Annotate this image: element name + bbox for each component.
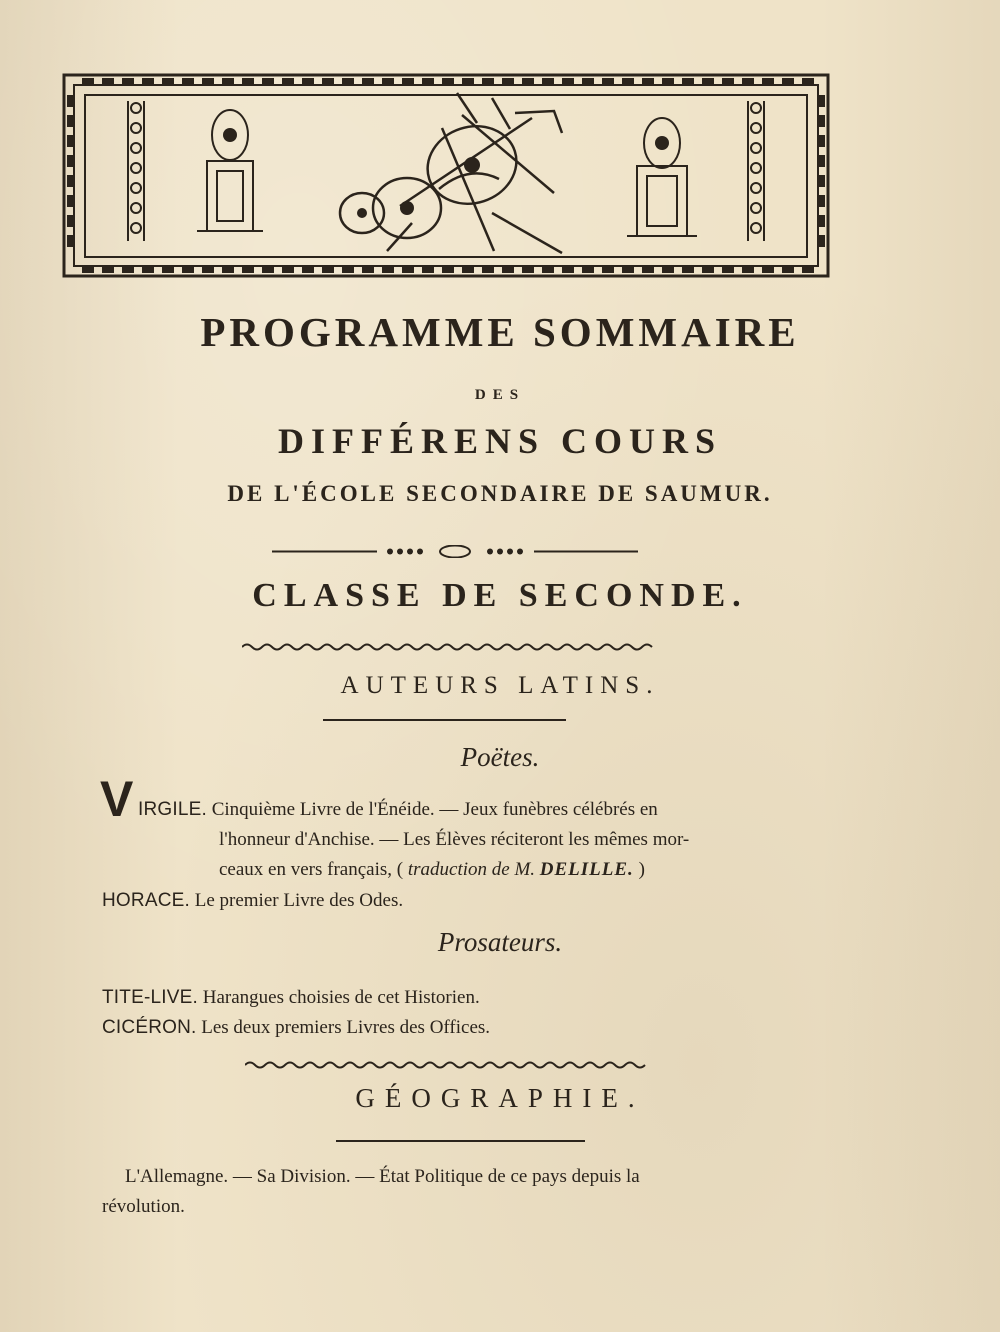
virgile-entry-line-3	[219, 855, 645, 885]
horace-text: Le premier Livre des Odes.	[194, 890, 404, 911]
thin-rule-icon	[323, 718, 566, 722]
virgile-entry-line-1	[138, 795, 658, 825]
author-horace: HORACE.	[102, 890, 190, 911]
title-des: DES	[474, 387, 526, 403]
class-heading: CLASSE DE SECONDE.	[252, 577, 748, 614]
poets-heading: Poëtes.	[460, 742, 540, 772]
virgile-entry-line-2	[219, 825, 689, 855]
authors-heading: AUTEURS LATINS.	[340, 672, 660, 699]
prose-writers-heading: Prosateurs.	[437, 927, 563, 957]
virgile-text-3-italic: traduction de M.	[407, 859, 536, 880]
horace-entry	[102, 886, 403, 916]
titelive-text: Harangues choisies de cet Historien.	[202, 987, 480, 1008]
geography-line-2: révolution.	[102, 1196, 185, 1217]
geography-heading: GÉOGRAPHIE.	[355, 1083, 645, 1113]
translator-name: DELILLE.	[539, 859, 634, 880]
geography-line-1: L'Allemagne. — Sa Division. — État Politique de ce pays depuis la	[125, 1166, 640, 1187]
author-tite-live: TITE-LIVE.	[102, 987, 198, 1008]
ciceron-text: Les deux premiers Livres des Offices.	[201, 1017, 491, 1038]
virgile-text-2: l'honneur d'Anchise. — Les Élèves réciteront les mêmes mor-	[219, 829, 690, 850]
geography-rule-icon	[336, 1139, 585, 1143]
decorative-headpiece	[62, 73, 830, 278]
ornamental-rule-icon	[272, 545, 638, 558]
virgile-text-1: Cinquième Livre de l'Énéide. — Jeux funèbres célébrés en	[211, 799, 658, 820]
title-ecole-saumur: DE L'ÉCOLE SECONDAIRE DE SAUMUR.	[227, 481, 773, 506]
dropcap-virgile: V	[100, 771, 134, 827]
ciceron-entry	[102, 1013, 490, 1043]
wave-rule-icon	[242, 642, 654, 652]
virgile-text-3-suffix: )	[638, 859, 645, 880]
titelive-entry	[102, 983, 480, 1013]
title-programme-sommaire: PROGRAMME SOMMAIRE	[200, 309, 800, 355]
wave-rule-icon-2	[245, 1060, 649, 1070]
musical-trophy-headpiece-icon	[62, 73, 830, 278]
title-differens-cours: DIFFÉRENS COURS	[277, 421, 723, 461]
virgile-text-3-prefix: ceaux en vers français, (	[219, 859, 404, 880]
author-virgile: IRGILE.	[138, 799, 207, 820]
author-ciceron: CICÉRON.	[102, 1017, 197, 1038]
